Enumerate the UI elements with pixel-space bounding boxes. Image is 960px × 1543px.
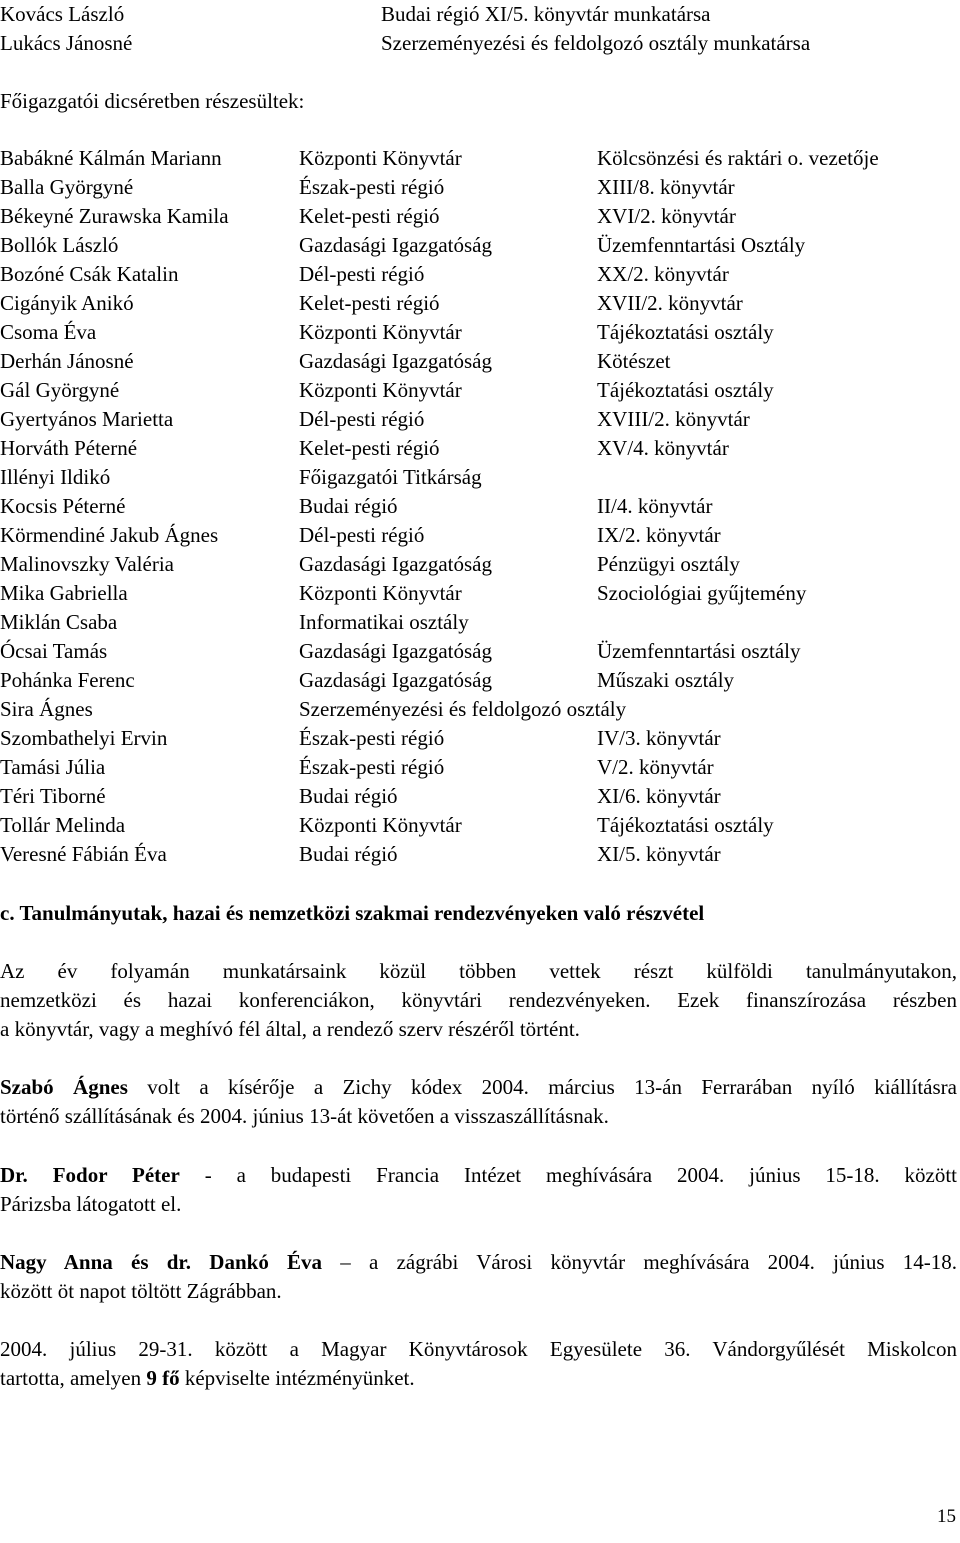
paragraph-line: 2004. július 29-31. között a Magyar Könyvtárosok Egyesülete 36. Vándorgyűlését Miskolcon <box>0 1337 957 1361</box>
table-row <box>0 289 960 318</box>
paragraph-line <box>0 1364 957 1393</box>
cell-unit: Budai régió <box>299 784 398 808</box>
cell-name: Derhán Jánosné <box>0 349 134 373</box>
cell-unit: Központi Könyvtár <box>299 320 462 344</box>
cell-unit: Észak-pesti régió <box>299 175 445 199</box>
cell-name: Sira Ágnes <box>0 697 93 721</box>
cell-dept: XVII/2. könyvtár <box>597 291 743 315</box>
cell-dept: Műszaki osztály <box>597 668 735 692</box>
cell-unit: Központi Könyvtár <box>299 813 462 837</box>
staff-role: Szerzeményezési és feldolgozó osztály munkatársa <box>381 31 811 55</box>
cell-unit: Kelet-pesti régió <box>299 291 440 315</box>
cell-unit: Budai régió <box>299 842 398 866</box>
table-row <box>0 318 960 347</box>
cell-name: Illényi Ildikó <box>0 465 111 489</box>
paragraph-line <box>0 1073 957 1102</box>
cell-name: Szombathelyi Ervin <box>0 726 168 750</box>
cell-dept: IV/3. könyvtár <box>597 726 721 750</box>
paragraph-text: tartotta, amelyen <box>0 1366 147 1390</box>
cell-name: Balla Györgyné <box>0 175 134 199</box>
cell-dept: Pénzügyi osztály <box>597 552 740 576</box>
table-row <box>0 840 960 869</box>
cell-dept: XIII/8. könyvtár <box>597 175 735 199</box>
cell-name: Békeyné Zurawska Kamila <box>0 204 229 228</box>
cell-dept: Tájékoztatási osztály <box>597 378 774 402</box>
cell-dept: XVIII/2. könyvtár <box>597 407 750 431</box>
paragraph-text <box>191 1250 209 1274</box>
person-name: Dankó Éva <box>209 1250 323 1274</box>
table-row <box>0 695 960 724</box>
cell-dept: XI/5. könyvtár <box>597 842 721 866</box>
cell-name: Horváth Péterné <box>0 436 138 460</box>
cell-unit: Gazdasági Igazgatóság <box>299 668 492 692</box>
cell-name: Bollók László <box>0 233 119 257</box>
cell-unit: Központi Könyvtár <box>299 378 462 402</box>
table-row <box>0 260 960 289</box>
table-row <box>0 202 960 231</box>
cell-unit: Budai régió <box>299 494 398 518</box>
table-row <box>0 811 960 840</box>
cell-name: Ócsai Tamás <box>0 639 108 663</box>
cell-name: Bozóné Csák Katalin <box>0 262 179 286</box>
paragraph-line <box>0 1161 957 1190</box>
section-heading: c. Tanulmányutak, hazai és nemzetközi szakmai rendezvényeken való részvétel <box>0 901 705 925</box>
paragraph-text: volt a kísérője a Zichy kódex 2004. március 13-án Ferrarában nyíló kiállításra <box>127 1075 957 1099</box>
table-row <box>0 231 960 260</box>
cell-unit: Központi Könyvtár <box>299 581 462 605</box>
cell-name: Babákné Kálmán Mariann <box>0 146 222 170</box>
paragraph-4 <box>0 1248 957 1306</box>
cell-name: Miklán Csaba <box>0 610 118 634</box>
cell-name: Kocsis Péterné <box>0 494 126 518</box>
cell-name: Körmendiné Jakub Ágnes <box>0 523 219 547</box>
cell-dept: Kötészet <box>597 349 671 373</box>
cell-unit: Dél-pesti régió <box>299 262 425 286</box>
table-row <box>0 434 960 463</box>
cell-name: Veresné Fábián Éva <box>0 842 167 866</box>
cell-unit: Gazdasági Igazgatóság <box>299 552 492 576</box>
table-row <box>0 753 960 782</box>
cell-name: Mika Gabriella <box>0 581 128 605</box>
paragraph-line: történő szállításának és 2004. június 13-át követően a visszaszállításnak. <box>0 1104 609 1128</box>
cell-name: Pohánka Ferenc <box>0 668 135 692</box>
cell-dept: XX/2. könyvtár <box>597 262 729 286</box>
table-row <box>0 666 960 695</box>
cell-unit: Észak-pesti régió <box>299 726 445 750</box>
person-name: Nagy Anna és dr. <box>0 1250 192 1274</box>
cell-unit: Dél-pesti régió <box>299 523 425 547</box>
cell-name: Cigányik Anikó <box>0 291 134 315</box>
table-row <box>0 492 960 521</box>
cell-dept: XVI/2. könyvtár <box>597 204 736 228</box>
cell-unit: Szerzeményezési és feldolgozó osztály <box>299 697 627 721</box>
cell-dept: IX/2. könyvtár <box>597 523 721 547</box>
cell-unit: Gazdasági Igazgatóság <box>299 233 492 257</box>
table-row <box>0 144 960 173</box>
cell-name: Tollár Melinda <box>0 813 126 837</box>
page-number: 15 <box>937 1506 956 1527</box>
cell-unit: Kelet-pesti régió <box>299 204 440 228</box>
commended-title: Főigazgatói dicséretben részesültek: <box>0 89 305 113</box>
staff-role: Budai régió XI/5. könyvtár munkatársa <box>381 2 711 26</box>
cell-unit: Dél-pesti régió <box>299 407 425 431</box>
table-row <box>0 405 960 434</box>
paragraph-line <box>0 1248 957 1277</box>
paragraph-2 <box>0 1073 957 1131</box>
cell-unit: Gazdasági Igazgatóság <box>299 639 492 663</box>
paragraph-line: nemzetközi és hazai konferenciákon, könyvtári rendezvényeken. Ezek finanszírozása részben <box>0 988 957 1012</box>
cell-dept: XI/6. könyvtár <box>597 784 721 808</box>
cell-dept: V/2. könyvtár <box>597 755 714 779</box>
cell-dept: Tájékoztatási osztály <box>597 320 774 344</box>
paragraph-line: a könyvtár, vagy a meghívó fél által, a rendező szerv részéről történt. <box>0 1017 580 1041</box>
table-row <box>0 173 960 202</box>
cell-dept: II/4. könyvtár <box>597 494 713 518</box>
paragraph-text: - a budapesti Francia Intézet meghívására 2004. június 15-18. között <box>179 1163 957 1187</box>
paragraph-line: között öt napot töltött Zágrábban. <box>0 1279 282 1303</box>
emphasis-count: 9 fő <box>146 1366 180 1390</box>
person-name: Dr. Fodor Péter <box>0 1163 180 1187</box>
table-row <box>0 463 960 492</box>
cell-dept: Tájékoztatási osztály <box>597 813 774 837</box>
table-row <box>0 376 960 405</box>
cell-unit: Gazdasági Igazgatóság <box>299 349 492 373</box>
cell-unit: Informatikai osztály <box>299 610 469 634</box>
table-row <box>0 724 960 753</box>
cell-name: Gyertyános Marietta <box>0 407 174 431</box>
cell-unit: Főigazgatói Titkárság <box>299 465 482 489</box>
paragraph-3 <box>0 1161 957 1219</box>
table-row <box>0 608 960 637</box>
cell-unit: Központi Könyvtár <box>299 146 462 170</box>
cell-name: Téri Tiborné <box>0 784 106 808</box>
table-row <box>0 782 960 811</box>
table-row <box>0 521 960 550</box>
paragraph-text: – a zágrábi Városi könyvtár meghívására 2004. június 14-18. <box>322 1250 957 1274</box>
cell-name: Csoma Éva <box>0 320 97 344</box>
cell-name: Gál Györgyné <box>0 378 120 402</box>
cell-dept: Szociológiai gyűjtemény <box>597 581 807 605</box>
paragraph-1 <box>0 957 957 1044</box>
paragraph-5 <box>0 1335 957 1393</box>
table-row <box>0 550 960 579</box>
table-row <box>0 347 960 376</box>
staff-name: Kovács László <box>0 2 125 26</box>
cell-dept: Kölcsönzési és raktári o. vezetője <box>597 146 879 170</box>
cell-dept: Üzemfenntartási osztály <box>597 639 801 663</box>
cell-name: Tamási Júlia <box>0 755 106 779</box>
cell-dept: Üzemfenntartási Osztály <box>597 233 806 257</box>
cell-dept: XV/4. könyvtár <box>597 436 729 460</box>
cell-unit: Észak-pesti régió <box>299 755 445 779</box>
paragraph-text: képviselte intézményünket. <box>179 1366 415 1390</box>
staff-name: Lukács Jánosné <box>0 31 133 55</box>
paragraph-line: Párizsba látogatott el. <box>0 1192 182 1216</box>
table-row <box>0 637 960 666</box>
paragraph-line: Az év folyamán munkatársaink közül többen vettek részt külföldi tanulmányutakon, <box>0 959 957 983</box>
cell-unit: Kelet-pesti régió <box>299 436 440 460</box>
person-name: Szabó Ágnes <box>0 1075 128 1099</box>
table-row <box>0 579 960 608</box>
cell-name: Malinovszky Valéria <box>0 552 174 576</box>
